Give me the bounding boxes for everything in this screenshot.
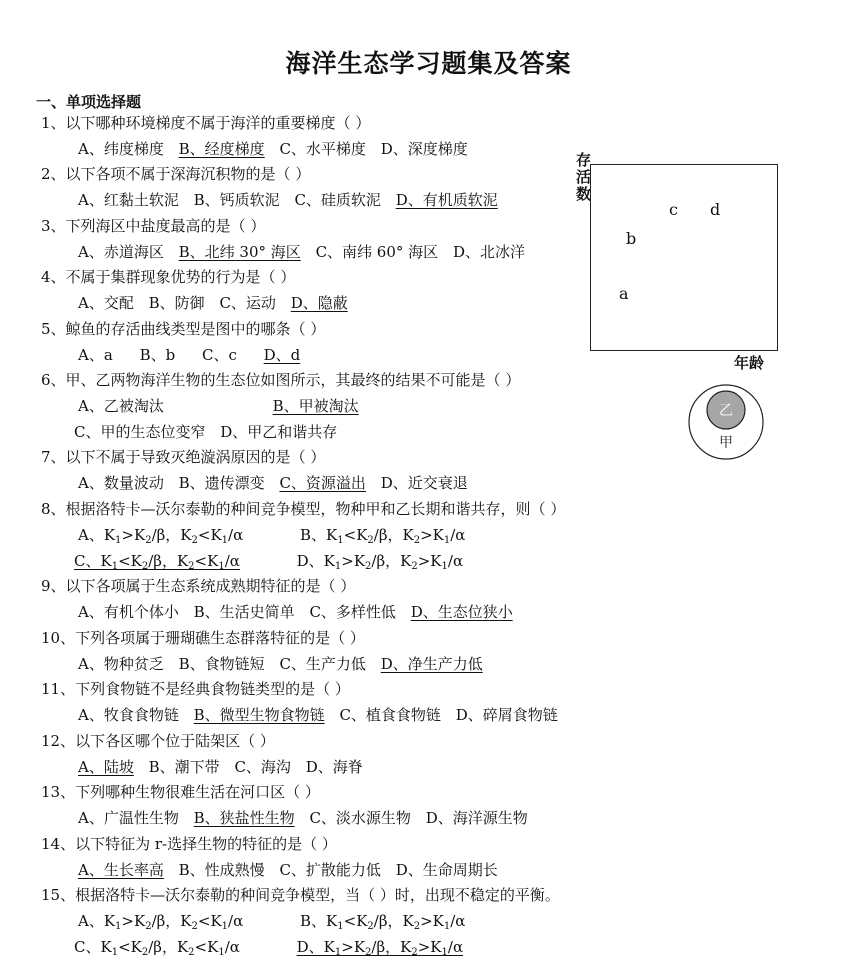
option-d: D、甲乙和谐共存 <box>220 423 338 441</box>
option-c: C、淡水源生物 <box>309 809 411 827</box>
option-c: C、甲的生态位变窄 <box>74 423 206 441</box>
option-d-answer: D、有机质软泥 <box>395 191 498 209</box>
option-c: C、$K_1<K_2/\beta$，$K_2<K_1/\alpha$ <box>74 938 240 958</box>
option-a-answer: A、生长率高 <box>78 861 164 879</box>
option-b: B、遗传漂变 <box>178 474 265 492</box>
option-a-answer: A、陆坡 <box>78 758 134 776</box>
option-b-answer: B、狭盐性生物 <box>193 809 295 827</box>
question-15: 15、根据洛特卡—沃尔泰勒的种间竞争模型，当（ ）时，出现不稳定的平衡。 <box>41 886 560 904</box>
option-a: A、赤道海区 <box>78 243 164 261</box>
option-c: C、生产力低 <box>279 655 366 673</box>
survival-curve-figure <box>572 152 792 374</box>
option-c: C、海沟 <box>234 758 291 776</box>
option-c: C、c <box>201 346 237 364</box>
outer-label: 甲 <box>719 435 733 451</box>
question-8: 8、根据洛特卡—沃尔泰勒的种间竞争模型，物种甲和乙长期和谐共存，则（ ） <box>41 500 566 518</box>
curve-label-c: c <box>669 200 678 219</box>
option-d-answer: D、隐蔽 <box>290 294 348 312</box>
options-5 <box>78 344 300 366</box>
option-a: A、物种贫乏 <box>78 655 164 673</box>
option-b: B、性成熟慢 <box>178 861 265 879</box>
question-9: 9、以下各项属于生态系统成熟期特征的是（ ） <box>41 577 356 595</box>
options-14 <box>78 859 498 881</box>
option-b: B、生活史简单 <box>193 603 295 621</box>
options-4 <box>78 292 348 314</box>
option-b-answer: B、北纬 30° 海区 <box>178 243 301 261</box>
option-c-answer: C、资源溢出 <box>279 474 366 492</box>
option-a: A、广温性生物 <box>78 809 179 827</box>
figure-frame <box>590 164 778 351</box>
question-2: 2、以下各项不属于深海沉积物的是（ ） <box>41 165 311 183</box>
option-d-answer: D、$K_1>K_2/\beta$，$K_2>K_1/\alpha$ <box>296 938 464 958</box>
option-d: D、生命周期长 <box>395 861 498 879</box>
option-a: A、乙被淘汰 <box>78 397 164 415</box>
option-c: C、硅质软泥 <box>294 191 381 209</box>
option-d: D、碎屑食物链 <box>455 706 558 724</box>
curve-label-b: b <box>626 229 637 248</box>
option-c-answer: C、$K_1<K_2/\beta$，$K_2<K_1/\alpha$ <box>74 552 240 572</box>
options-15b <box>74 936 463 958</box>
option-b-answer: B、微型生物食物链 <box>193 706 325 724</box>
question-14: 14、以下特征为 r-选择生物的特征的是（ ） <box>41 835 337 853</box>
question-7: 7、以下不属于导致灭绝漩涡原因的是（ ） <box>41 448 326 466</box>
option-d-answer: D、d <box>263 346 301 364</box>
question-1: 1、以下哪种环境梯度不属于海洋的重要梯度（ ） <box>41 114 371 132</box>
option-c: C、运动 <box>219 294 276 312</box>
option-d: D、海洋源生物 <box>425 809 528 827</box>
options-7 <box>78 472 468 494</box>
option-a: A、a <box>78 346 113 364</box>
y-axis-label: 存活数 <box>576 151 592 203</box>
option-d: D、近交衰退 <box>380 474 468 492</box>
option-c: C、南纬 60° 海区 <box>315 243 439 261</box>
options-13 <box>78 807 528 829</box>
option-a: A、交配 <box>78 294 134 312</box>
option-b: B、钙质软泥 <box>193 191 280 209</box>
option-d: D、$K_1>K_2/\beta$，$K_2>K_1/\alpha$ <box>296 552 464 572</box>
niche-figure <box>686 384 766 464</box>
option-c: C、植食食物链 <box>339 706 441 724</box>
options-8b <box>74 550 463 572</box>
option-b: B、防御 <box>148 294 205 312</box>
option-d: D、深度梯度 <box>380 140 468 158</box>
option-b: B、食物链短 <box>178 655 265 673</box>
options-9 <box>78 601 513 623</box>
option-c: C、水平梯度 <box>279 140 366 158</box>
option-a: A、红黏土软泥 <box>78 191 179 209</box>
question-3: 3、下列海区中盐度最高的是（ ） <box>41 217 266 235</box>
option-c: C、扩散能力低 <box>279 861 381 879</box>
option-a: A、数量波动 <box>78 474 164 492</box>
question-11: 11、下列食物链不是经典食物链类型的是（ ） <box>41 680 350 698</box>
option-b: B、b <box>139 346 176 364</box>
question-4: 4、不属于集群现象优势的行为是（ ） <box>41 268 296 286</box>
option-d-answer: D、生态位狭小 <box>410 603 513 621</box>
options-15a <box>78 910 465 932</box>
option-c: C、多样性低 <box>309 603 396 621</box>
section-heading: 一、单项选择题 <box>36 93 142 111</box>
options-10 <box>78 653 483 675</box>
options-11 <box>78 704 558 726</box>
option-a: A、牧食食物链 <box>78 706 179 724</box>
question-13: 13、下列哪种生物很难生活在河口区（ ） <box>41 783 320 801</box>
option-a: A、有机个体小 <box>78 603 179 621</box>
options-6b <box>74 421 337 443</box>
option-a: A、$K_1>K_2/\beta$，$K_2<K_1/\alpha$ <box>78 526 244 546</box>
option-b-answer: B、甲被淘汰 <box>272 397 359 415</box>
options-2 <box>78 189 498 211</box>
question-10: 10、下列各项属于珊瑚礁生态群落特征的是（ ） <box>41 629 365 647</box>
option-b-answer: B、经度梯度 <box>178 140 265 158</box>
options-6a <box>78 395 359 417</box>
option-b: B、潮下带 <box>148 758 220 776</box>
option-d: D、北冰洋 <box>452 243 525 261</box>
option-b: B、$K_1<K_2/\beta$，$K_2>K_1/\alpha$ <box>300 912 466 932</box>
option-d-answer: D、净生产力低 <box>380 655 483 673</box>
question-5: 5、鲸鱼的存活曲线类型是图中的哪条（ ） <box>41 320 326 338</box>
question-12: 12、以下各区哪个位于陆架区（ ） <box>41 732 275 750</box>
inner-label: 乙 <box>719 403 733 419</box>
x-axis-label: 年龄 <box>734 354 765 372</box>
niche-circles <box>686 384 766 464</box>
options-1 <box>78 138 468 160</box>
option-d: D、海脊 <box>305 758 363 776</box>
curve-label-d: d <box>710 200 721 219</box>
option-b: B、$K_1<K_2/\beta$，$K_2>K_1/\alpha$ <box>300 526 466 546</box>
question-6: 6、甲、乙两物海洋生物的生态位如图所示，其最终的结果不可能是（ ） <box>41 371 521 389</box>
option-a: A、$K_1>K_2/\beta$，$K_2<K_1/\alpha$ <box>78 912 244 932</box>
options-3 <box>78 241 525 263</box>
option-a: A、纬度梯度 <box>78 140 164 158</box>
curve-label-a: a <box>619 284 629 303</box>
options-8a <box>78 524 465 546</box>
options-12 <box>78 756 363 778</box>
page-title: 海洋生态学习题集及答案 <box>285 49 572 78</box>
